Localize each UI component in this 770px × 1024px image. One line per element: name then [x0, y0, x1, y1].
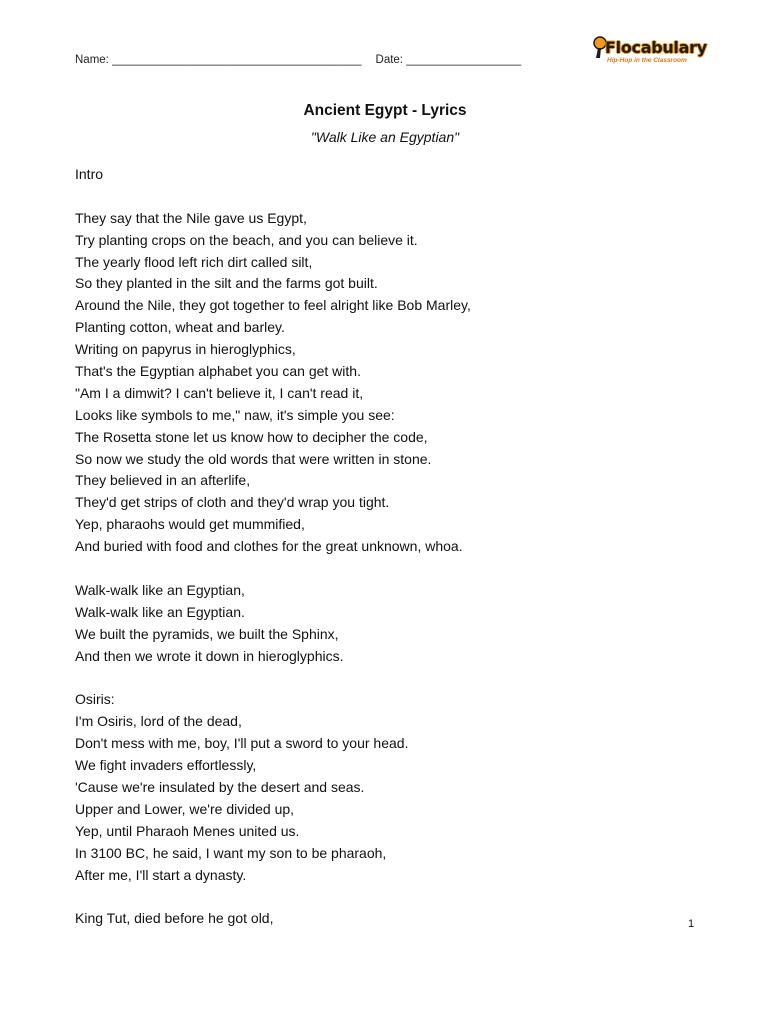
lyric-line: In 3100 BC, he said, I want my son to be pharaoh,: [75, 844, 387, 861]
lyric-line: Try planting crops on the beach, and you can believe it.: [75, 231, 418, 248]
lyrics-body: [75, 164, 471, 930]
lyric-line: So now we study the old words that were written in stone.: [75, 450, 432, 467]
lyric-line: "Am I a dimwit? I can't believe it, I can't read it,: [75, 384, 364, 401]
name-field-label: Name: _______________________________________: [75, 54, 362, 66]
lyric-line: After me, I'll start a dynasty.: [75, 866, 247, 883]
lyric-line: That's the Egyptian alphabet you can get with.: [75, 363, 361, 380]
song-subtitle: "Walk Like an Egyptian": [310, 129, 460, 145]
lyric-line: We built the pyramids, we built the Sphinx,: [75, 625, 339, 642]
lyric-line: Looks like symbols to me," naw, it's simple you see:: [75, 406, 395, 423]
lyric-line: Osiris:: [75, 691, 115, 708]
lyric-line: King Tut, died before he got old,: [75, 910, 274, 927]
document-title: Ancient Egypt - Lyrics: [303, 102, 467, 119]
date-field-label: Date: __________________: [375, 54, 522, 66]
lyric-line: And buried with food and clothes for the great unknown, whoa.: [75, 538, 463, 555]
lyric-line: We fight invaders effortlessly,: [75, 757, 257, 774]
stanza-break: [75, 886, 471, 908]
lyric-line: The Rosetta stone let us know how to decipher the code,: [75, 428, 428, 445]
lyric-line: Around the Nile, they got together to feel alright like Bob Marley,: [75, 297, 471, 314]
stanza-break: [75, 667, 471, 689]
page-number: 1: [688, 918, 695, 930]
lyric-line: Planting cotton, wheat and barley.: [75, 319, 285, 336]
lyric-line: Yep, until Pharaoh Menes united us.: [75, 822, 300, 839]
lyric-line: They say that the Nile gave us Egypt,: [75, 209, 307, 226]
lyric-line: Upper and Lower, we're divided up,: [75, 800, 295, 817]
logo-wordmark: Flocabulary: [605, 38, 707, 57]
lyric-line: They believed in an afterlife,: [75, 472, 251, 489]
flocabulary-logo: [592, 36, 707, 70]
lyric-line: Yep, pharaohs would get mummified,: [75, 516, 305, 533]
logo-tagline: Hip-Hop in the Classroom: [607, 57, 687, 64]
lyric-line: So they planted in the silt and the farms got built.: [75, 275, 378, 292]
lyric-line: Don't mess with me, boy, I'll put a sword to your head.: [75, 735, 409, 752]
stanza-break: [75, 558, 471, 580]
lyric-line: I'm Osiris, lord of the dead,: [75, 713, 242, 730]
lyric-line: And then we wrote it down in hieroglyphics.: [75, 647, 344, 664]
lyric-line: Walk-walk like an Egyptian,: [75, 581, 245, 598]
lyric-line: Walk-walk like an Egyptian.: [75, 603, 245, 620]
lyric-line: 'Cause we're insulated by the desert and seas.: [75, 778, 365, 795]
worksheet-header: [75, 54, 521, 66]
lyric-line: Writing on papyrus in hieroglyphics,: [75, 341, 296, 358]
lyric-line: The yearly flood left rich dirt called silt,: [75, 253, 313, 270]
lyric-line: Intro: [75, 166, 104, 182]
lyric-line: They'd get strips of cloth and they'd wrap you tight.: [75, 494, 390, 511]
stanza-break: [75, 186, 471, 208]
